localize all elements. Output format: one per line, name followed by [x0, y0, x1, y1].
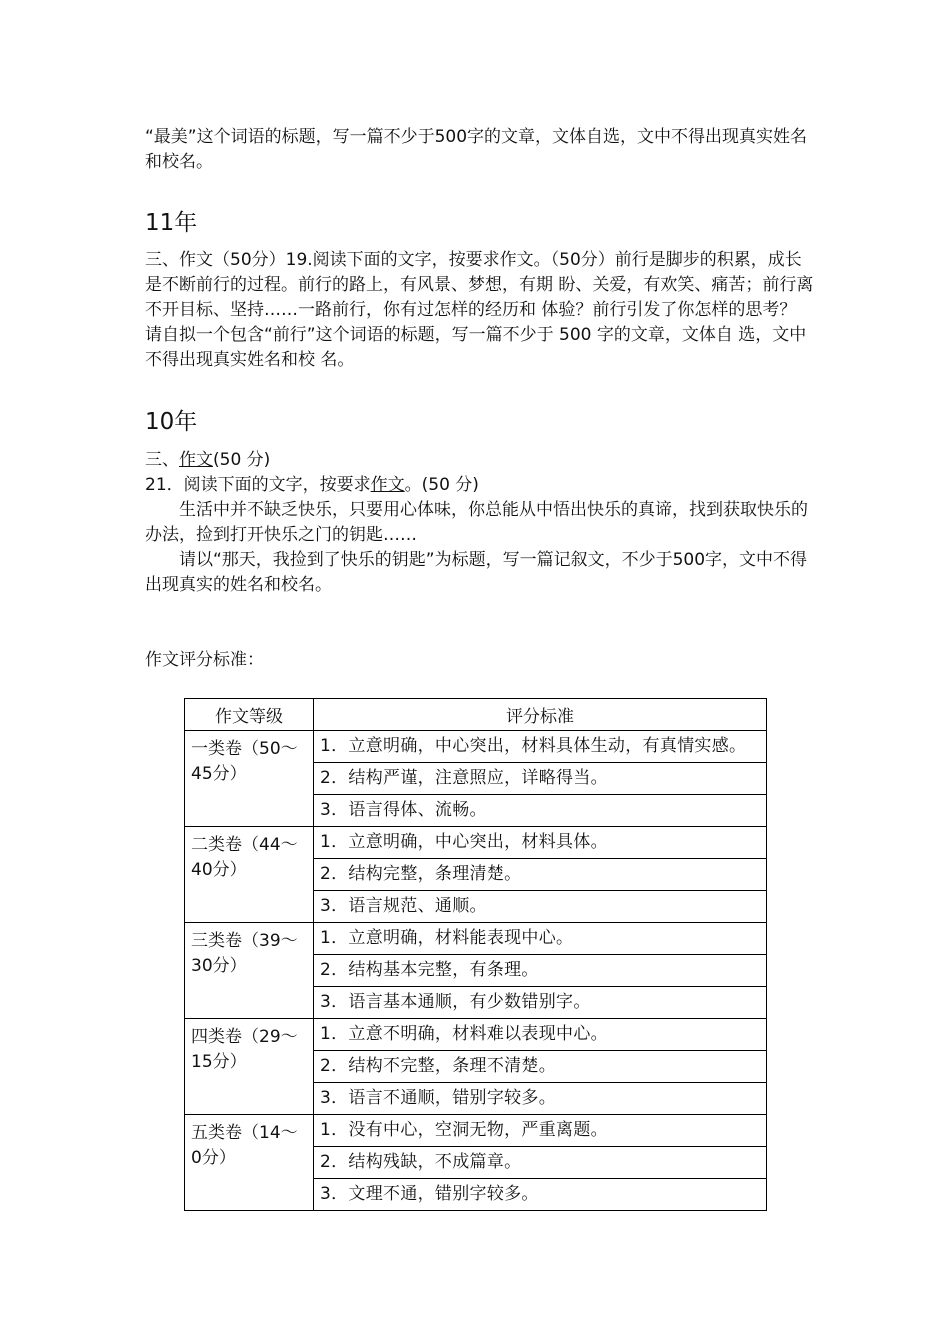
line2-suffix: 。(50 分) [404, 475, 479, 495]
criteria-cell: 1．立意明确，材料能表现中心。 [314, 923, 767, 955]
criteria-cell: 3．语言不通顺，错别字较多。 [314, 1083, 767, 1115]
grade-level-cell: 一类卷（50～45分） [185, 731, 314, 827]
criteria-cell: 2．结构完整，条理清楚。 [314, 859, 767, 891]
criteria-cell: 1．立意不明确，材料难以表现中心。 [314, 1019, 767, 1051]
header-criteria: 评分标准 [314, 699, 767, 731]
year-10-section [145, 448, 815, 598]
year-11-prompt: 三、作文（50分）19.阅读下面的文字，按要求作文。（50分）前行是脚步的积累，成长是不断前行的过程。前行的路上，有风景、梦想，有期 盼、关爱，有欢笑、痛苦；前行离不开目标、坚持……一路前行，你有过怎样的经历和 体验？前行引发了你怎样的思考？ 请自拟一个包含“前行”这个词语的标题，写一篇不少于 500 字的文章，文体自 选，文中不得出现真实姓名和校 名。 [145, 250, 814, 370]
criteria-cell: 1．立意明确，中心突出，材料具体生动，有真情实感。 [314, 731, 767, 763]
criteria-cell: 2．结构严谨，注意照应，详略得当。 [314, 763, 767, 795]
header-level: 作文等级 [185, 699, 314, 731]
criteria-cell: 1．没有中心，空洞无物，严重离题。 [314, 1115, 767, 1147]
grade-level-cell: 二类卷（44～40分） [185, 827, 314, 923]
criteria-cell: 3．语言基本通顺，有少数错别字。 [314, 987, 767, 1019]
essay-link-1[interactable]: 作文 [179, 450, 213, 470]
criteria-cell: 1．立意明确，中心突出，材料具体。 [314, 827, 767, 859]
criteria-cell: 3．语言得体、流畅。 [314, 795, 767, 827]
table-row [185, 827, 767, 859]
table-row [185, 1115, 767, 1147]
grade-level-cell: 三类卷（39～30分） [185, 923, 314, 1019]
criteria-cell: 2．结构残缺，不成篇章。 [314, 1147, 767, 1179]
grade-level-cell: 四类卷（29～15分） [185, 1019, 314, 1115]
grade-level-cell: 五类卷（14～0分） [185, 1115, 314, 1211]
year-10-heading: 10年 [145, 409, 198, 435]
table-row [185, 1019, 767, 1051]
criteria-cell: 2．结构基本完整，有条理。 [314, 955, 767, 987]
grading-table [184, 698, 767, 1211]
criteria-label: 作文评分标准： [145, 650, 264, 670]
year-10-para1: 生活中并不缺乏快乐，只要用心体味，你总能从中悟出快乐的真谛，找到获取快乐的办法，捡到打开快乐之门的钥匙…… [145, 500, 808, 545]
year-10-line2 [145, 473, 815, 498]
table-row [185, 731, 767, 763]
grading-table-body [185, 731, 767, 1211]
line1-suffix: (50 分) [213, 450, 271, 470]
intro-text: “最美”这个词语的标题，写一篇不少于500字的文章，文体自选，文中不得出现真实姓名和校名。 [145, 127, 808, 172]
year-10-para2: 请以“那天，我捡到了快乐的钥匙”为标题，写一篇记叙文，不少于500字，文中不得出现真实的姓名和校名。 [145, 550, 808, 595]
year-10-line1 [145, 448, 815, 473]
year-11-heading: 11年 [145, 210, 198, 236]
criteria-cell: 3．文理不通，错别字较多。 [314, 1179, 767, 1211]
table-header-row [185, 699, 767, 731]
essay-link-2[interactable]: 作文 [370, 475, 405, 495]
line1-prefix: 三、 [145, 450, 179, 470]
line2-prefix: 21．阅读下面的文字，按要求 [145, 475, 371, 495]
criteria-cell: 2．结构不完整，条理不清楚。 [314, 1051, 767, 1083]
table-row [185, 923, 767, 955]
criteria-cell: 3．语言规范、通顺。 [314, 891, 767, 923]
